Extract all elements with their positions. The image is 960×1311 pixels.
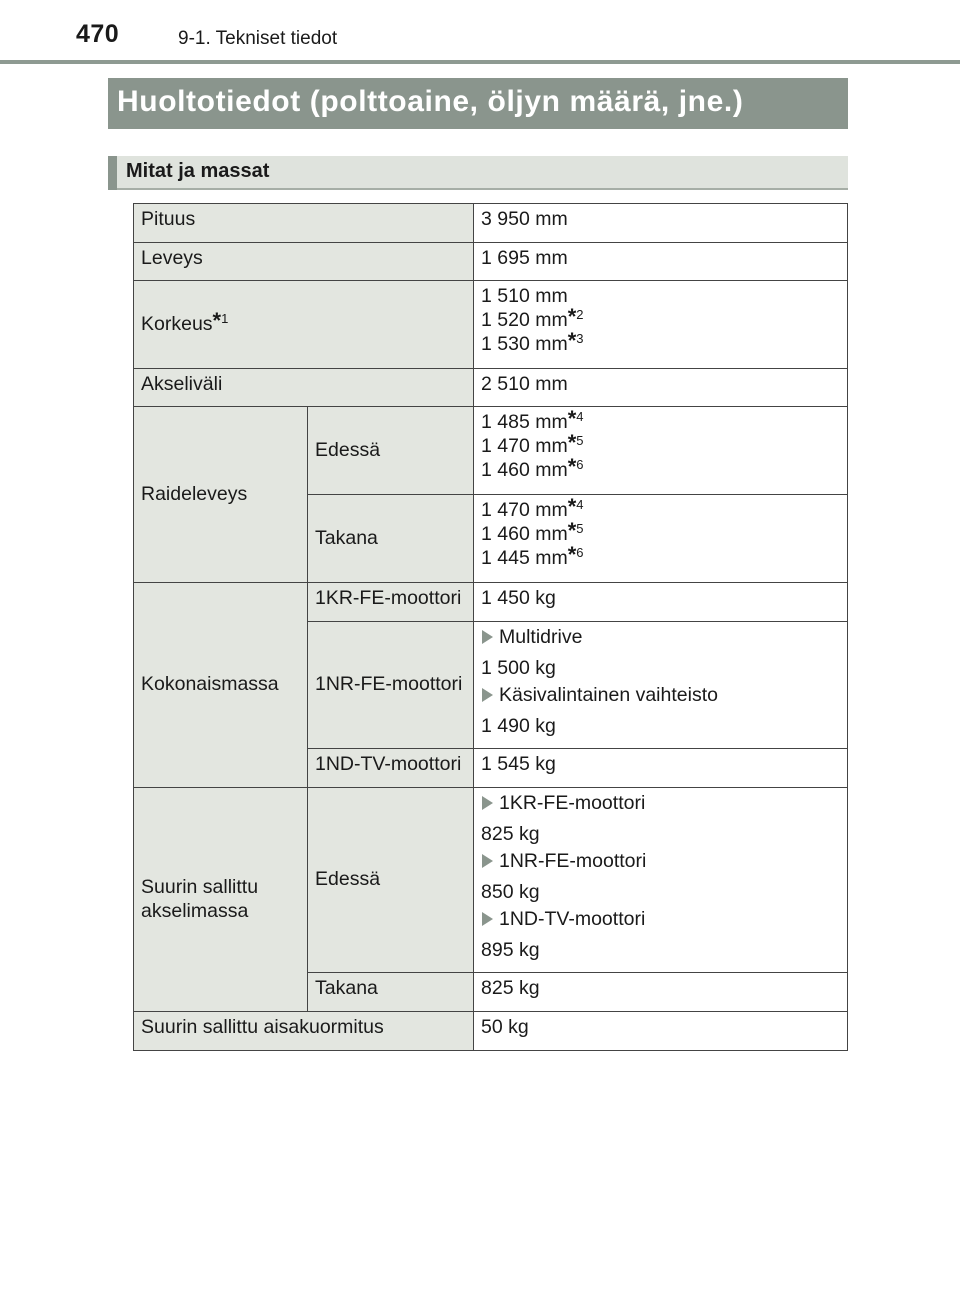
table-row — [134, 243, 848, 281]
row-label-aisakuormitus: Suurin sallittu aisakuormitus — [134, 1012, 474, 1051]
table-row — [134, 788, 848, 973]
value-akselimassa-edessa — [474, 788, 848, 973]
sub-label-1kr: 1KR-FE-moottori — [308, 583, 474, 622]
item-value: 1 490 kg — [481, 715, 556, 737]
table-row — [134, 281, 848, 369]
value-text: 1 520 mm — [481, 309, 568, 331]
sub-label-edessa: Edessä — [308, 788, 474, 973]
list-item — [481, 625, 840, 649]
footnote-number: 4 — [576, 497, 584, 512]
subheader-accent-bar — [108, 156, 117, 190]
table-row — [134, 204, 848, 243]
row-label-akselivali: Akseliväli — [134, 369, 474, 407]
value-leveys: 1 695 mm — [474, 243, 848, 281]
value-akselivali: 2 510 mm — [474, 369, 848, 407]
table-row — [134, 1012, 848, 1051]
item-name: 1ND-TV-moottori — [499, 908, 646, 930]
footnote-star: * — [567, 406, 577, 431]
footnote-star: * — [567, 494, 577, 519]
sub-label-takana: Takana — [308, 973, 474, 1012]
value-line — [481, 304, 840, 332]
list-item — [481, 791, 840, 815]
triangle-bullet-icon — [482, 912, 493, 926]
korkeus-label: Korkeus — [141, 312, 213, 335]
value-kokonaismassa-1nr — [474, 622, 848, 749]
list-item — [481, 849, 840, 873]
value-line — [481, 542, 840, 570]
sub-label-edessa: Edessä — [308, 407, 474, 495]
triangle-bullet-icon — [482, 688, 493, 702]
item-name: 1NR-FE-moottori — [499, 850, 647, 872]
item-name: 1KR-FE-moottori — [499, 792, 646, 814]
footnote-number: 5 — [576, 521, 584, 536]
subheader-title: Mitat ja massat — [126, 160, 270, 182]
value-line — [481, 454, 840, 482]
footnote-number: 5 — [576, 433, 584, 448]
item-value: 895 kg — [481, 939, 540, 961]
table-row — [134, 407, 848, 495]
header-divider — [0, 60, 960, 64]
footnote-number: 1 — [221, 310, 229, 326]
section-title: 9-1. Tekniset tiedot — [178, 28, 338, 49]
row-label-pituus: Pituus — [134, 204, 474, 243]
value-text: 1 470 mm — [481, 499, 568, 521]
sub-label-1nd: 1ND-TV-moottori — [308, 749, 474, 788]
value-text: 1 510 mm — [481, 285, 568, 307]
value-text: 1 460 mm — [481, 459, 568, 481]
triangle-bullet-icon — [482, 854, 493, 868]
triangle-bullet-icon — [482, 796, 493, 810]
item-value: 850 kg — [481, 881, 540, 903]
value-text: 1 445 mm — [481, 547, 568, 569]
footnote-star: * — [567, 542, 577, 567]
value-kokonaismassa-1nd: 1 545 kg — [474, 749, 848, 788]
footnote-star: * — [567, 454, 577, 479]
table-row — [134, 369, 848, 407]
value-raideleveys-edessa — [474, 407, 848, 495]
footnote-star: * — [567, 518, 577, 543]
footnote-star: * — [567, 304, 577, 329]
list-item — [481, 683, 840, 707]
triangle-bullet-icon — [482, 630, 493, 644]
value-line — [481, 328, 840, 356]
row-label-leveys: Leveys — [134, 243, 474, 281]
table-row — [134, 583, 848, 622]
footnote-number: 3 — [576, 331, 584, 346]
footnote-star: * — [567, 430, 577, 455]
value-text: 1 530 mm — [481, 333, 568, 355]
value-text: 1 460 mm — [481, 523, 568, 545]
footnote-number: 2 — [576, 307, 584, 322]
footnote-star: * — [212, 307, 222, 333]
footnote-number: 6 — [576, 545, 584, 560]
list-item — [481, 907, 840, 931]
sub-label-1nr: 1NR-FE-moottori — [308, 622, 474, 749]
value-korkeus — [474, 281, 848, 369]
sub-label-takana: Takana — [308, 495, 474, 583]
value-line — [481, 430, 840, 458]
item-value: 1 500 kg — [481, 657, 556, 679]
value-akselimassa-takana: 825 kg — [474, 973, 848, 1012]
row-label-akselimassa: Suurin sallittu akselimassa — [134, 788, 308, 1012]
row-label-korkeus — [134, 281, 474, 369]
value-kokonaismassa-1kr: 1 450 kg — [474, 583, 848, 622]
specs-table — [133, 203, 848, 1051]
row-label-kokonaismassa: Kokonaismassa — [134, 583, 308, 788]
page-title: Huoltotiedot (polttoaine, öljyn määrä, jne.) — [108, 78, 848, 129]
item-name: Multidrive — [499, 626, 583, 648]
section-subheader — [108, 156, 848, 190]
value-line — [481, 518, 840, 546]
item-name: Käsivalintainen vaihteisto — [499, 684, 718, 706]
value-text: 1 485 mm — [481, 411, 568, 433]
footnote-number: 6 — [576, 457, 584, 472]
value-raideleveys-takana — [474, 495, 848, 583]
page-number: 470 — [76, 20, 120, 48]
value-aisakuormitus: 50 kg — [474, 1012, 848, 1051]
value-line — [481, 284, 840, 308]
footnote-number: 4 — [576, 409, 584, 424]
value-pituus: 3 950 mm — [474, 204, 848, 243]
value-text: 1 470 mm — [481, 435, 568, 457]
row-label-raideleveys: Raideleveys — [134, 407, 308, 583]
footnote-star: * — [567, 328, 577, 353]
value-line — [481, 494, 840, 522]
item-value: 825 kg — [481, 823, 540, 845]
value-line — [481, 406, 840, 434]
